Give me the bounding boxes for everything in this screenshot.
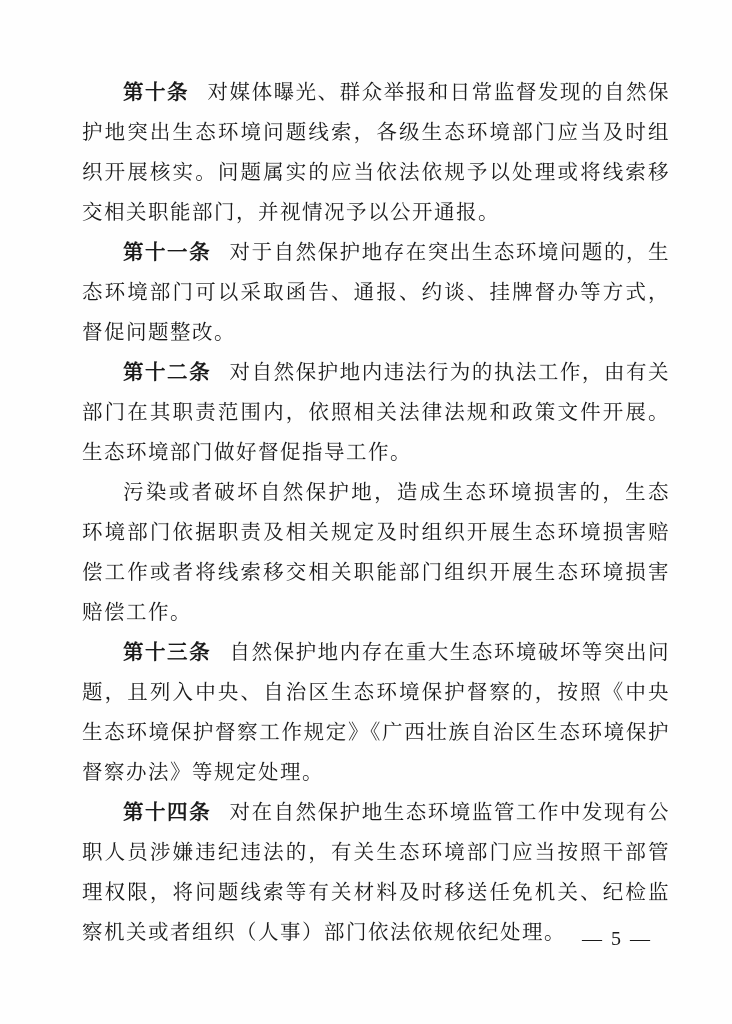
article-10 [82,72,670,232]
article-text: 对自然保护地内违法行为的执法工作，由有关部门在其职责范围内，依照相关法律法规和政策文件开展。生态环境部门做好督促指导工作。 [82,360,671,464]
article-text: 污染或者破坏自然保护地，造成生态环境损害的，生态环境部门依据职责及相关规定及时组织开展生态环境损害赔偿工作或者将线索移交相关职能部门组织开展生态环境损害赔偿工作。 [82,480,670,624]
page-number: — 5 — [582,928,652,950]
article-text: 对媒体曝光、群众举报和日常监督发现的自然保护地突出生态环境问题线索，各级生态环境部门应当及时组织开展核实。问题属实的应当依法依规予以处理或将线索移交相关职能部门，并视情况予以公开通报。 [82,80,671,224]
article-13 [82,632,670,792]
article-12-paragraph-2 [82,472,670,632]
article-label: 第十三条 [123,640,212,664]
article-label: 第十四条 [123,800,212,824]
article-12 [82,352,670,472]
article-11 [82,232,670,352]
article-label: 第十二条 [123,360,212,384]
article-label: 第十一条 [123,240,212,264]
article-text: 对在自然保护地生态环境监管工作中发现有公职人员涉嫌违纪违法的，有关生态环境部门应当按照干部管理权限，将问题线索等有关材料及时移送任免机关、纪检监察机关或者组织（人事）部门依法依规依纪处理。 [82,800,671,944]
article-text: 对于自然保护地存在突出生态环境问题的，生态环境部门可以采取函告、通报、约谈、挂牌督办等方式，督促问题整改。 [82,240,671,344]
article-text: 自然保护地内存在重大生态环境破坏等突出问题，且列入中央、自治区生态环境保护督察的，按照《中央生态环境保护督察工作规定》《广西壮族自治区生态环境保护督察办法》等规定处理。 [82,640,671,784]
article-label: 第十条 [123,80,190,104]
